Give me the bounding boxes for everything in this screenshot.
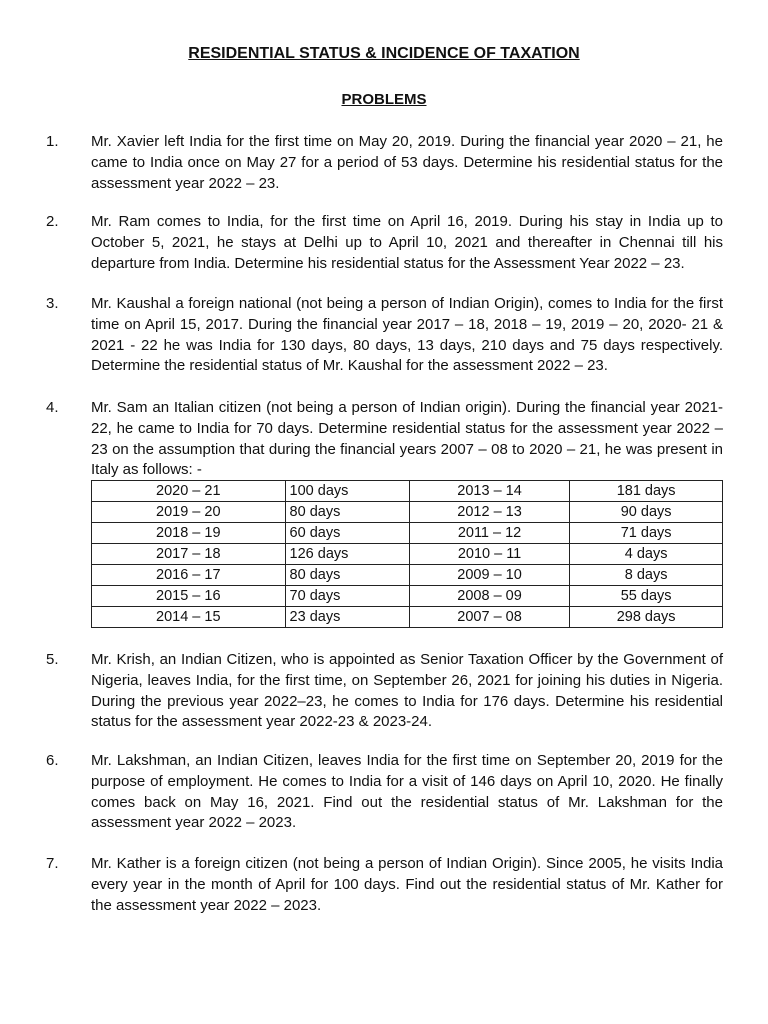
problem-number: 1. [46, 133, 59, 150]
page-title: RESIDENTIAL STATUS & INCIDENCE OF TAXATION [188, 45, 580, 62]
table-cell: 100 days [285, 481, 409, 502]
table-cell: 2009 – 10 [409, 565, 569, 586]
table-cell: 2018 – 19 [92, 523, 286, 544]
problem-text: Mr. Sam an Italian citizen (not being a person of Indian origin). During the financial year 2021-22, he came to India for 70 days. Determine residential status for the assessment year 2022 – 23 on the assumption that during the financial years 2007 – 08 to 2020 – 21, he was present in Italy as follows: - [91, 399, 723, 479]
table-cell: 2015 – 16 [92, 586, 286, 607]
table-row [92, 481, 723, 502]
problem-number: 7. [46, 855, 59, 872]
problem-text: Mr. Krish, an Indian Citizen, who is appointed as Senior Taxation Officer by the Government of Nigeria, leaves India, for the first time, on September 26, 2021 for joining his duties in Nigeria. During the previous year 2022–23, he comes to India for 176 days. Determine his residential status for the assessment year 2022-23 & 2023-24. [91, 651, 723, 731]
section-subtitle: PROBLEMS [341, 91, 427, 108]
table-cell: 2019 – 20 [92, 502, 286, 523]
problem-text: Mr. Ram comes to India, for the first time on April 16, 2019. During his stay in India up to October 5, 2021, he stays at Delhi up to April 10, 2021 and thereafter in Chennai till his departure from India. Determine his residential status for the Assessment Year 2022 – 23. [91, 213, 723, 272]
problem-number: 4. [46, 399, 59, 416]
table-cell: 60 days [285, 523, 409, 544]
problem-text: Mr. Kaushal a foreign national (not being a person of Indian Origin), comes to India for the first time on April 15, 2017. During the financial year 2017 – 18, 2018 – 19, 2019 – 20, 2020- 21 & 2021 - 22 he was India for 130 days, 80 days, 13 days, 210 days and 75 days respectively. Determine the residential status of Mr. Kaushal for the assessment 2022 – 23. [91, 295, 723, 375]
table-cell: 181 days [570, 481, 723, 502]
table-cell: 2013 – 14 [409, 481, 569, 502]
table-cell: 8 days [570, 565, 723, 586]
problem-number: 5. [46, 651, 59, 668]
table-cell: 55 days [570, 586, 723, 607]
table-cell: 2020 – 21 [92, 481, 286, 502]
table-row [92, 544, 723, 565]
table-cell: 126 days [285, 544, 409, 565]
problem-number: 6. [46, 752, 59, 769]
table-cell: 80 days [285, 502, 409, 523]
table-cell: 2008 – 09 [409, 586, 569, 607]
table-cell: 23 days [285, 607, 409, 628]
problem-number: 2. [46, 213, 59, 230]
table-row [92, 565, 723, 586]
problem-text: Mr. Xavier left India for the first time on May 20, 2019. During the financial year 2020 – 21, he came to India once on May 27 for a period of 53 days. Determine his residential status for the assessment year 2022 – 23. [91, 133, 723, 192]
problem-number: 3. [46, 295, 59, 312]
table-cell: 2017 – 18 [92, 544, 286, 565]
table-cell: 2011 – 12 [409, 523, 569, 544]
table-cell: 70 days [285, 586, 409, 607]
table-cell: 90 days [570, 502, 723, 523]
table-row [92, 607, 723, 628]
presence-table [91, 480, 723, 628]
table-cell: 2016 – 17 [92, 565, 286, 586]
table-row [92, 523, 723, 544]
table-cell: 2007 – 08 [409, 607, 569, 628]
problem-text: Mr. Kather is a foreign citizen (not being a person of Indian Origin). Since 2005, he visits India every year in the month of April for 100 days. Find out the residential status of Mr. Kather for the assessment year 2022 – 2023. [91, 855, 723, 914]
table-row [92, 502, 723, 523]
table-row [92, 586, 723, 607]
table-cell: 2010 – 11 [409, 544, 569, 565]
table-cell: 2012 – 13 [409, 502, 569, 523]
problem-text: Mr. Lakshman, an Indian Citizen, leaves India for the first time on September 20, 2019 for the purpose of employment. He comes to India for a visit of 146 days on April 10, 2020. He finally comes back on May 16, 2021. Find out the residential status of Mr. Lakshman for the assessment year 2022 – 2023. [91, 752, 723, 832]
table-cell: 71 days [570, 523, 723, 544]
table-cell: 298 days [570, 607, 723, 628]
table-cell: 2014 – 15 [92, 607, 286, 628]
table-cell: 80 days [285, 565, 409, 586]
table-cell: 4 days [570, 544, 723, 565]
